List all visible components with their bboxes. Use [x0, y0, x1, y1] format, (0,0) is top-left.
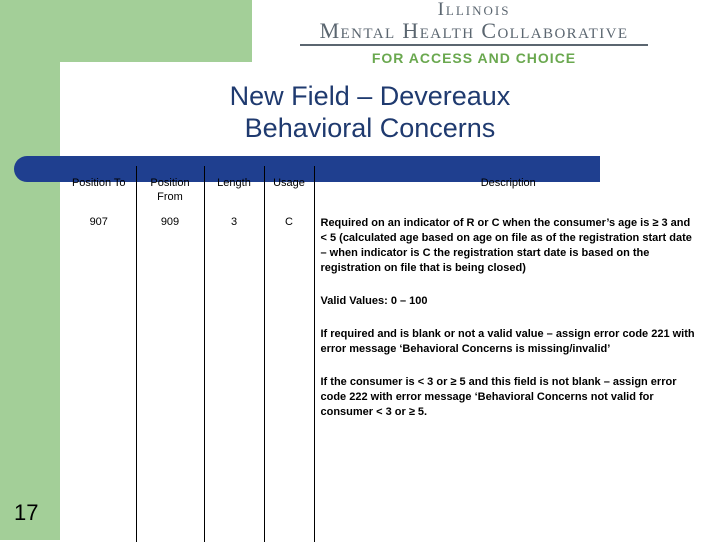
- cell-position-to: 907: [62, 208, 136, 542]
- top-green-band: [0, 0, 252, 62]
- slide-title: [130, 80, 610, 144]
- header-usage: Usage: [264, 166, 314, 208]
- logo-illinois: Illinois: [437, 0, 511, 20]
- title-line-1: New Field – Devereaux: [229, 81, 511, 111]
- header-description: Description: [480, 177, 536, 189]
- cell-position-from: 909: [136, 208, 204, 542]
- logo-tagline: FOR ACCESS AND CHOICE: [371, 50, 577, 66]
- cell-description: [314, 208, 702, 542]
- description-paragraph: Required on an indicator of R or C when the consumer’s age is ≥ 3 and < 5 (calculated age based on age on file as of the registration start date – when indicator is C the registration start date is based on the registration on file that is being closed): [320, 217, 692, 274]
- table-header-row: [62, 166, 702, 208]
- header-position-to: Position To: [62, 166, 136, 208]
- left-green-band: [0, 0, 60, 540]
- table-row: [62, 208, 702, 542]
- header-length: Length: [204, 166, 264, 208]
- header-position-from: Position From: [136, 166, 204, 208]
- description-paragraph: If required and is blank or not a valid value – assign error code 221 with error message ‘Behavioral Concerns is missing/invalid’: [320, 328, 695, 355]
- cell-length: 3: [204, 208, 264, 542]
- description-paragraph: If the consumer is < 3 or ≥ 5 and this field is not blank – assign error code 222 with error message ‘Behavioral Concerns not valid for consumer < 3 or ≥ 5.: [320, 376, 677, 418]
- cell-usage: C: [264, 208, 314, 542]
- logo: [296, 0, 652, 66]
- title-line-2: Behavioral Concerns: [244, 113, 496, 143]
- field-spec-table: [62, 166, 702, 542]
- logo-mental-health-collaborative: Mental Health Collaborative: [300, 20, 648, 46]
- description-paragraph: Valid Values: 0 – 100: [320, 295, 428, 307]
- page-number: 17: [14, 500, 39, 525]
